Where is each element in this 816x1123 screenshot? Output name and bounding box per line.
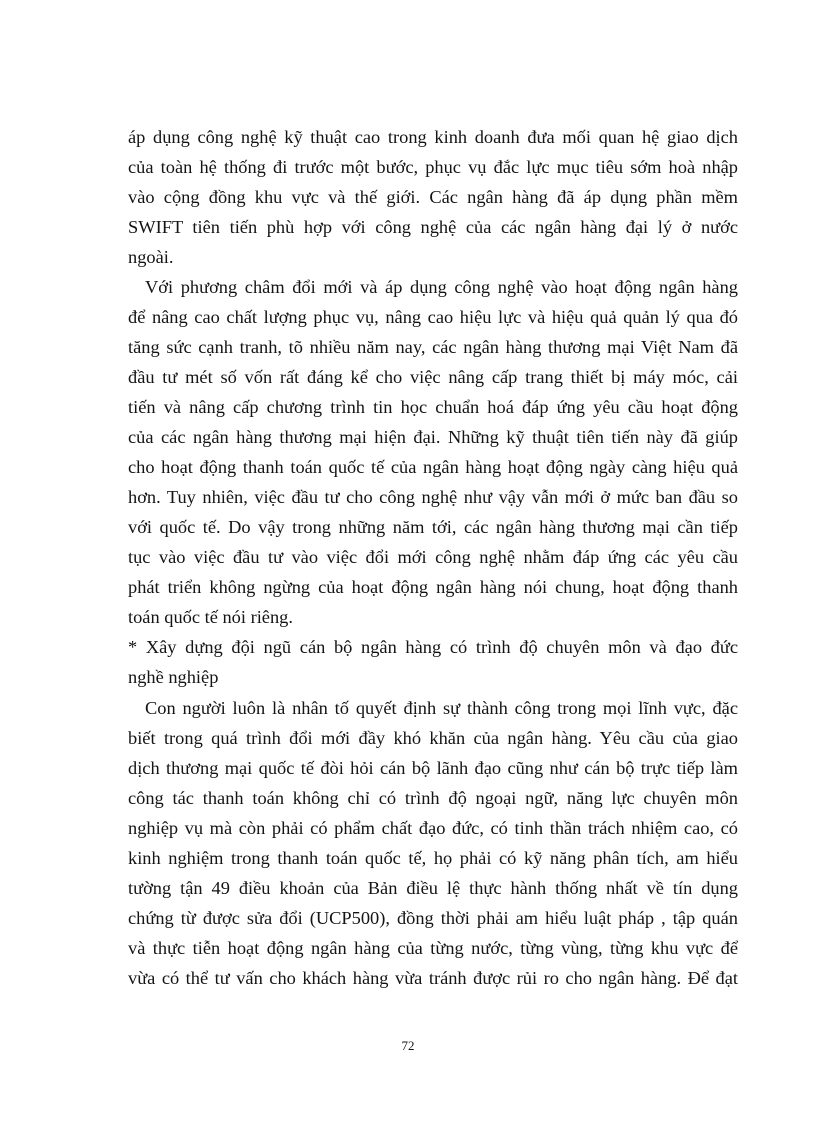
text-line: tăng sức cạnh tranh, tõ nhiều năm nay, các ngân hàng thương mại Việt Nam đã [128,337,738,357]
text-line: ngoài. [128,247,174,267]
text-line: cho hoạt động thanh toán quốc tế của ngân hàng hoạt động ngày càng hiệu quả [128,457,738,477]
text-line: phát triển không ngừng của hoạt động ngân hàng nói chung, hoạt động thanh [128,577,738,597]
text-line: với quốc tế. Do vậy trong những năm tới, các ngân hàng thương mại cần tiếp [128,517,738,537]
text-line: để nâng cao chất lượng phục vụ, nâng cao hiệu lực và hiệu quả quản lý qua đó [128,307,738,327]
text-line: kinh nghiệm trong thanh toán quốc tế, họ phải có kỹ năng phân tích, am hiểu [128,848,738,868]
text-line: tường tận 49 điều khoản của Bản điều lệ thực hành thống nhất về tín dụng [128,878,738,898]
text-line: Với phương châm đổi mới và áp dụng công nghệ vào hoạt động ngân hàng [145,277,738,297]
text-line: của các ngân hàng thương mại hiện đại. Những kỹ thuật tiên tiến này đã giúp [128,427,738,447]
text-line: vừa có thể tư vấn cho khách hàng vừa tránh được rủi ro cho ngân hàng. Để đạt [128,968,738,988]
text-line: vào cộng đồng khu vực và thế giới. Các ngân hàng đã áp dụng phần mềm [128,187,738,207]
text-line: dịch thương mại quốc tế đòi hỏi cán bộ lãnh đạo cũng như cán bộ trực tiếp làm [128,758,738,778]
text-line: tục vào việc đầu tư vào việc đổi mới công nghệ nhằm đáp ứng các yêu cầu [128,547,738,567]
text-line: của toàn hệ thống đi trước một bước, phục vụ đắc lực mục tiêu sớm hoà nhập [128,157,738,177]
text-line: chứng từ được sửa đổi (UCP500), đồng thời phải am hiểu luật pháp , tập quán [128,908,738,928]
text-line: công tác thanh toán không chỉ có trình độ ngoại ngữ, năng lực chuyên môn [128,788,738,808]
text-line: biết trong quá trình đổi mới đầy khó khăn của ngân hàng. Yêu cầu của giao [128,728,738,748]
text-line: áp dụng công nghệ kỹ thuật cao trong kinh doanh đưa mối quan hệ giao dịch [128,127,738,147]
text-line: hơn. Tuy nhiên, việc đầu tư cho công nghệ như vậy vẫn mới ở mức ban đầu so [128,487,738,507]
page-number: 72 [401,1038,415,1053]
text-line: SWIFT tiên tiến phù hợp với công nghệ của các ngân hàng đại lý ở nước [128,217,738,237]
section-heading-line: * Xây dựng đội ngũ cán bộ ngân hàng có trình độ chuyên môn và đạo đức [128,637,738,657]
text-line: Con người luôn là nhân tố quyết định sự thành công trong mọi lĩnh vực, đặc [145,698,738,718]
text-line: và thực tiễn hoạt động ngân hàng của từng nước, từng vùng, từng khu vực để [128,938,738,958]
section-heading-line: nghề nghiệp [128,667,219,687]
text-line: tiến và nâng cấp chương trình tin học chuẩn hoá đáp ứng yêu cầu hoạt động [128,397,738,417]
text-line: đầu tư mét số vốn rất đáng kể cho việc nâng cấp trang thiết bị máy móc, cải [128,367,738,387]
text-line: nghiệp vụ mà còn phải có phẩm chất đạo đức, có tinh thần trách nhiệm cao, có [128,818,738,838]
text-line: toán quốc tế nói riêng. [128,607,293,627]
